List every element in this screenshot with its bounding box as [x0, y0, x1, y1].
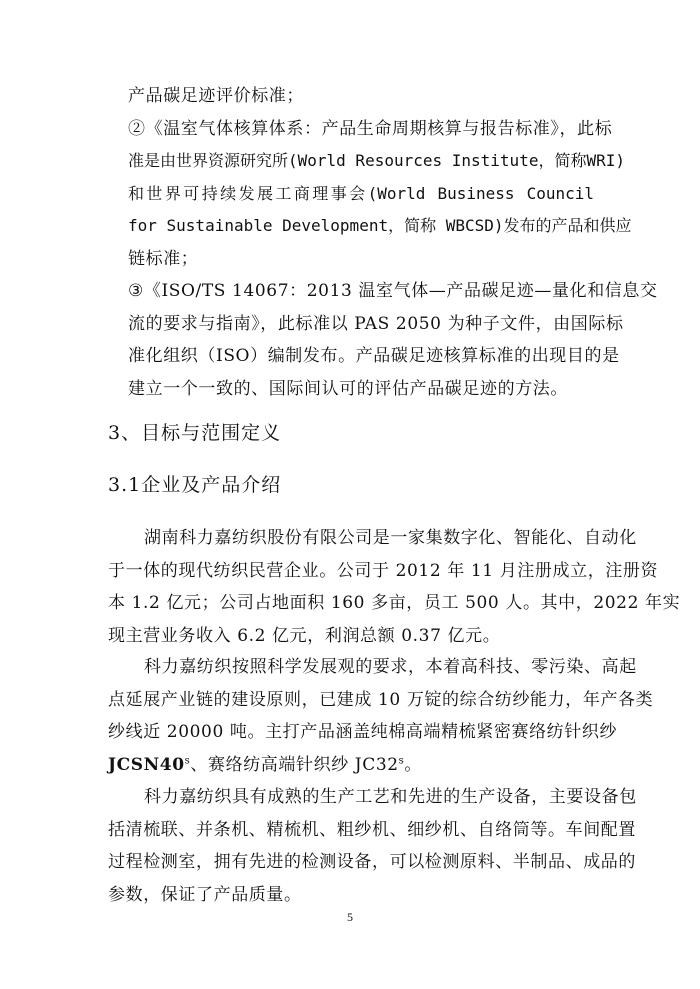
paragraph-line: 点延展产业链的建设原则，已建成 10 万锭的综合纺纱能力，年产各类 — [108, 689, 654, 710]
paragraph-line: 本 1.2 亿元；公司占地面积 160 多亩，员工 500 人。其中，2022 年实 — [108, 593, 681, 613]
standard-item-2-line: ②《温室气体核算体系：产品生命周期核算与报告标准》，此标 — [128, 118, 613, 139]
paragraph-line: 括清梳联、并条机、精梳机、粗纱机、细纱机、自络筒等。车间配置 — [108, 819, 636, 840]
paragraph-line: 科力嘉纺织具有成熟的生产工艺和先进的生产设备，主要设备包 — [144, 787, 637, 807]
product-code-jcsn40-sup: s — [184, 754, 191, 766]
product-line-middle: 、赛络纺高端针织纱 — [190, 754, 355, 775]
product-line-end: 。 — [404, 754, 422, 775]
company-intro-paragraph — [108, 522, 681, 652]
standard-item-2-line: 和世界可持续发展工商理事会(World Business Council — [128, 183, 594, 203]
equipment-paragraph — [108, 781, 637, 911]
standard-item-2 — [128, 113, 632, 276]
paragraph-line: 参数，保证了产品质量。 — [108, 884, 302, 905]
production-capacity-paragraph — [108, 651, 654, 781]
standard-item-2-line: 准是由世界资源研究所(World Resources Institute，简称WRI) — [128, 151, 625, 170]
product-code-jcsn40: JCSN40 — [108, 754, 185, 775]
page-number: 5 — [347, 910, 353, 924]
product-line — [108, 749, 594, 782]
standard-item-3-line: 建立一个一致的、国际间认可的评估产品碳足迹的方法。 — [128, 378, 568, 399]
section-3-1-heading: 3.1企业及产品介绍 — [108, 474, 282, 496]
section-3-heading: 3、目标与范围定义 — [108, 422, 282, 444]
product-code-jc32: JC32 — [354, 754, 399, 775]
standards-list — [128, 80, 658, 405]
paragraph-line: 现主营业务收入 6.2 亿元，利润总额 0.37 亿元。 — [108, 625, 501, 646]
product-code-jc32-sup: s — [398, 754, 405, 766]
paragraph-line: 纱线近 20000 吨。主打产品涵盖纯棉高端精梳紧密赛络纺针织纱 — [108, 722, 618, 742]
standard-item-2-line: for Sustainable Development，简称 WBCSD)发布的产品和供应 — [128, 216, 632, 235]
standard-item-1-tail: 产品碳足迹评价标准； — [128, 86, 304, 106]
standard-item-3 — [128, 275, 658, 405]
standard-item-3-line: 准化组织（ISO）编制发布。产品碳足迹核算标准的出现目的是 — [128, 346, 620, 366]
paragraph-line: 科力嘉纺织按照科学发展观的要求，本着高科技、零污染、高起 — [144, 657, 637, 677]
standard-item-3-line: ③《ISO/TS 14067：2013 温室气体—产品碳足迹—量化和信息交 — [128, 281, 658, 301]
paragraph-line: 于一体的现代纺织民营企业。公司于 2012 年 11 月注册成立，注册资 — [108, 560, 659, 581]
paragraph-line: 湖南科力嘉纺织股份有限公司是一家集数字化、智能化、自动化 — [144, 528, 637, 548]
standard-item-2-line: 链标准； — [128, 248, 199, 269]
paragraph-line: 过程检测室，拥有先进的检测设备，可以检测原料、半制品、成品的 — [108, 852, 636, 872]
standard-item-3-line: 流的要求与指南》，此标准以 PAS 2050 为种子文件，由国际标 — [128, 313, 624, 334]
